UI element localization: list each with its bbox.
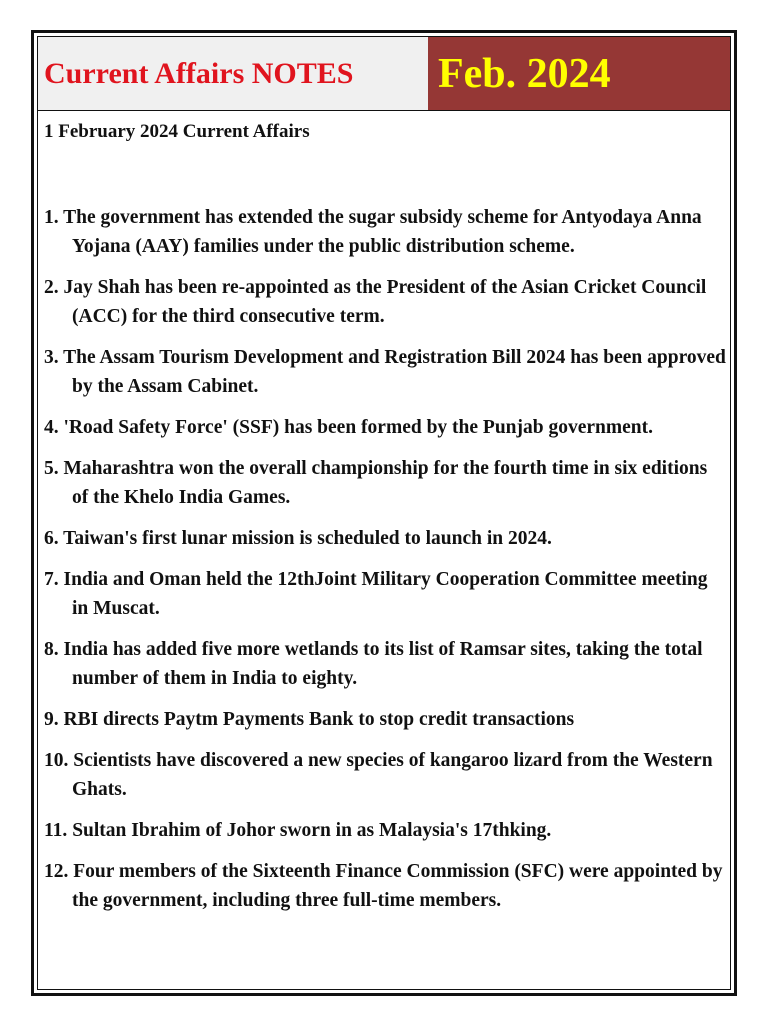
item-text: RBI directs Paytm Payments Bank to stop credit transactions xyxy=(63,709,575,730)
news-list xyxy=(44,203,726,927)
item-text: India has added five more wetlands to its list of Ramsar sites, taking the total number of them in India to eighty. xyxy=(63,639,703,689)
item-number: 5. xyxy=(44,458,59,479)
date-heading: 1 February 2024 Current Affairs xyxy=(44,121,310,142)
news-item xyxy=(44,343,726,401)
item-text: Jay Shah has been re-appointed as the President of the Asian Cricket Council (ACC) for the third consecutive term. xyxy=(63,277,707,327)
item-text: Scientists have discovered a new species of kangaroo lizard from the Western Ghats. xyxy=(72,750,713,800)
news-item xyxy=(44,454,726,512)
item-text: Four members of the Sixteenth Finance Commission (SFC) were appointed by the government, including three full-time members. xyxy=(72,861,723,911)
item-text: Maharashtra won the overall championship for the fourth time in six editions of the Khelo India Games. xyxy=(63,458,708,508)
news-item xyxy=(44,203,726,261)
item-number: 2. xyxy=(44,277,59,298)
news-item xyxy=(44,635,726,693)
header-banner xyxy=(38,37,730,111)
item-text: Taiwan's first lunar mission is scheduled to launch in 2024. xyxy=(63,528,552,549)
page-border xyxy=(31,30,737,996)
content-frame xyxy=(37,36,731,990)
item-number: 8. xyxy=(44,639,59,660)
item-number: 11. xyxy=(44,820,68,841)
item-text: India and Oman held the 12thJoint Military Cooperation Committee meeting in Muscat. xyxy=(63,569,708,619)
item-text: 'Road Safety Force' (SSF) has been formed by the Punjab government. xyxy=(63,417,653,438)
news-item xyxy=(44,413,726,442)
item-number: 6. xyxy=(44,528,59,549)
news-item xyxy=(44,705,726,734)
item-number: 4. xyxy=(44,417,59,438)
item-text: The government has extended the sugar subsidy scheme for Antyodaya Anna Yojana (AAY) families under the public distribution scheme. xyxy=(63,207,702,257)
news-item xyxy=(44,816,726,845)
item-number: 12. xyxy=(44,861,69,882)
item-number: 7. xyxy=(44,569,59,590)
item-number: 10. xyxy=(44,750,69,771)
news-item xyxy=(44,565,726,623)
page-title: Current Affairs NOTES xyxy=(44,56,354,90)
news-item xyxy=(44,273,726,331)
news-item xyxy=(44,746,726,804)
header-title-cell xyxy=(38,37,428,110)
item-number: 9. xyxy=(44,709,59,730)
item-number: 1. xyxy=(44,207,59,228)
item-number: 3. xyxy=(44,347,59,368)
news-item xyxy=(44,524,726,553)
item-text: The Assam Tourism Development and Registration Bill 2024 has been approved by the Assam Cabinet. xyxy=(63,347,726,397)
month-label: Feb. 2024 xyxy=(438,50,611,97)
header-month-cell xyxy=(428,37,730,110)
item-text: Sultan Ibrahim of Johor sworn in as Malaysia's 17thking. xyxy=(72,820,552,841)
news-item xyxy=(44,857,726,915)
